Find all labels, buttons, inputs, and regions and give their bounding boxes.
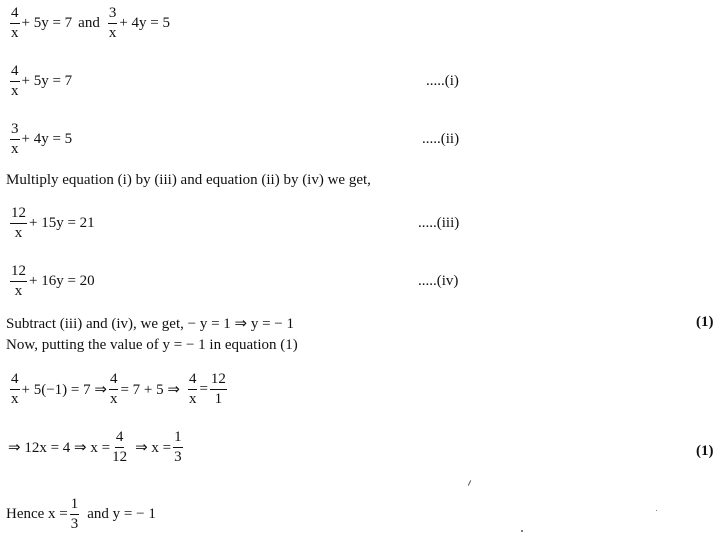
scan-speck (468, 480, 471, 486)
numerator: 3 (108, 6, 118, 24)
equation-text: ⇒ x = (135, 440, 172, 456)
equation-text: + 5(−1) = 7 ⇒ (21, 382, 107, 398)
numerator: 12 (210, 372, 227, 390)
putting-text: Now, putting the value of y = − 1 in equation (1) (6, 337, 298, 353)
equation-ii (8, 122, 72, 157)
numerator: 12 (10, 264, 27, 282)
denominator: 1 (214, 391, 223, 407)
fraction (188, 372, 198, 407)
fraction (70, 497, 80, 532)
marks-label: (1) (696, 314, 714, 330)
fraction (108, 6, 118, 41)
equation-text: = 7 + 5 ⇒ (120, 382, 180, 398)
denominator: x (14, 283, 23, 299)
fraction (10, 6, 20, 41)
equation-tag-ii: .....(ii) (422, 131, 460, 147)
denominator: x (11, 141, 19, 157)
denominator: x (11, 391, 19, 407)
equation-iii (8, 206, 95, 241)
given-equations (8, 6, 170, 41)
numerator: 4 (188, 372, 198, 390)
equation-text: + 5y = 7 (21, 73, 73, 89)
denominator: 3 (174, 449, 182, 465)
equation-text: + 4y = 5 (119, 15, 171, 31)
numerator: 4 (10, 64, 20, 82)
fraction (10, 122, 20, 157)
marks-label: (1) (696, 443, 714, 459)
equation-text: + 15y = 21 (29, 215, 95, 231)
multiply-instruction (6, 172, 371, 189)
denominator: x (11, 25, 19, 41)
numerator: 4 (10, 372, 20, 390)
step-2 (8, 430, 185, 465)
denominator: x (108, 25, 117, 41)
equation-iv (8, 264, 95, 299)
subtract-text: Subtract (iii) and (iv), we get, − y = 1 ⇒ y = − 1 (6, 316, 295, 332)
fraction (109, 372, 119, 407)
final-answer (6, 497, 156, 532)
equation-tag-iii: .....(iii) (418, 215, 460, 231)
numerator: 1 (70, 497, 80, 515)
fraction (10, 64, 20, 99)
denominator: x (109, 391, 118, 407)
numerator: 4 (109, 372, 119, 390)
denominator: 12 (112, 449, 128, 465)
scan-speck (521, 530, 523, 532)
fraction (173, 430, 183, 465)
equation-text: ⇒ 12x = 4 ⇒ x = (8, 440, 111, 456)
numerator: 1 (173, 430, 183, 448)
putting-line (6, 337, 298, 354)
equation-text: + 5y = 7 (21, 15, 73, 31)
equation-text: and y = − 1 (87, 506, 156, 522)
step-1 (8, 372, 229, 407)
and-text: and (78, 15, 100, 31)
numerator: 3 (10, 122, 20, 140)
numerator: 4 (10, 6, 20, 24)
equation-i (8, 64, 72, 99)
fraction (112, 430, 127, 465)
multiply-text: Multiply equation (i) by (iii) and equation (ii) by (iv) we get, (6, 172, 371, 188)
numerator: 12 (10, 206, 27, 224)
denominator: x (188, 391, 197, 407)
numerator: 4 (115, 430, 125, 448)
fraction (10, 372, 20, 407)
scan-speck (656, 510, 657, 511)
fraction (210, 372, 227, 407)
equation-tag-iv: .....(iv) (418, 273, 459, 289)
equals-sign: = (199, 381, 208, 397)
subtract-line (6, 314, 294, 333)
denominator: x (11, 83, 19, 99)
equation-text: + 4y = 5 (21, 131, 73, 147)
equation-text: Hence x = (6, 506, 68, 522)
fraction (10, 206, 27, 241)
denominator: 3 (70, 516, 79, 532)
denominator: x (14, 225, 23, 241)
fraction (10, 264, 27, 299)
equation-tag-i: .....(i) (426, 73, 459, 89)
equation-text: + 16y = 20 (29, 273, 95, 289)
